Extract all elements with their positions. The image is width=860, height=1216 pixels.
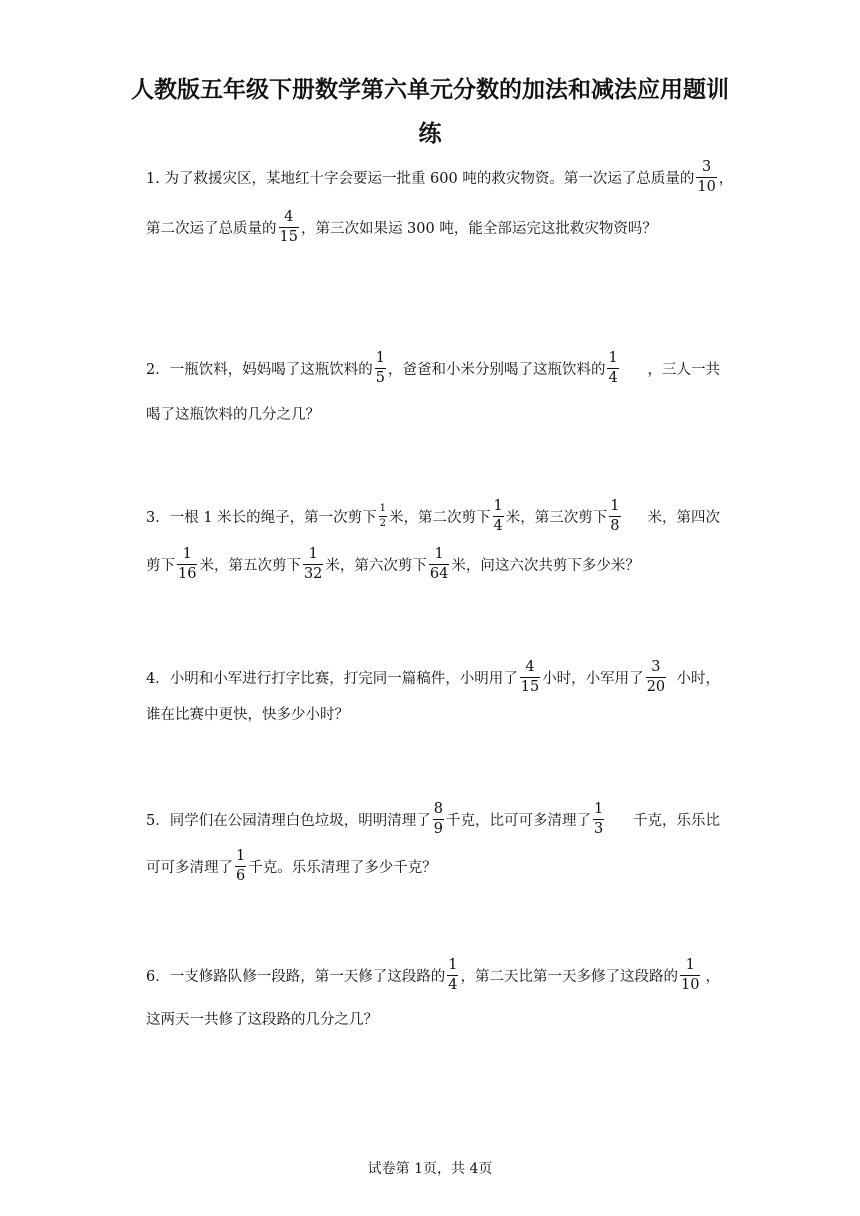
question-5-line-2: 可可多清理了 $\frac{1}{6}$ 千克。乐乐清理了多少千克？ <box>146 848 437 884</box>
fraction: $\frac{4}{15}$ <box>279 209 298 245</box>
fraction: $\frac{3}{10}$ <box>697 159 716 195</box>
fraction: $\frac{1}{8}$ <box>610 498 620 534</box>
question-2-line-2: 喝了这瓶饮料的几分之几？ <box>146 406 320 423</box>
question-6-line-1: 6．一支修路队修一段路，第一天修了这段路的 $\frac{1}{4}$ ，第二天比第一天多修了这段路的 $\frac{1}{10}$ ， <box>146 957 720 993</box>
fraction: $\frac{1}{4}$ <box>493 498 503 534</box>
fraction: $\frac{1}{6}$ <box>236 848 246 884</box>
question-4-line-1: 4．小明和小军进行打字比赛，打完同一篇稿件，小明用了 $\frac{4}{15}$ 小时，小军用了 $\frac{3}{20}$ 小时， <box>146 659 720 695</box>
fraction: $\frac{1}{32}$ <box>303 546 323 582</box>
question-1-line-2: 第二次运了总质量的 $\frac{4}{15}$ ，第三次如果运 300 吨，能全部运完这批救灾物资吗？ <box>146 209 657 245</box>
fraction: $\frac{3}{20}$ <box>646 659 666 695</box>
question-6-line-2: 这两天一共修了这段路的几分之几？ <box>146 1011 378 1028</box>
fraction: $\frac{4}{15}$ <box>520 659 540 695</box>
fraction: $\frac{8}{9}$ <box>433 801 443 837</box>
fraction: $\frac{1}{3}$ <box>593 801 604 837</box>
document-title: 人教版五年级下册数学第六单元分数的加法和减法应用题训 <box>131 77 729 103</box>
question-3-line-1: 3．一根 1 米长的绳子，第一次剪下 $\frac{1}{2}$ 米，第二次剪下 $\frac{1}{4}$ 米，第三次剪下 $\frac{1}{8}$ 米，第四次 <box>146 498 720 534</box>
document-title-continued: 练 <box>418 121 442 147</box>
fraction: $\frac{1}{4}$ <box>608 350 618 386</box>
fraction: $\frac{1}{64}$ <box>429 546 449 582</box>
fraction: $\frac{1}{2}$ <box>379 502 387 529</box>
question-5-line-1: 5．同学们在公园清理白色垃圾，明明清理了 $\frac{8}{9}$ 千克，比可可多清理了 $\frac{1}{3}$ 千克，乐乐比 <box>146 801 720 837</box>
fraction: $\frac{1}{10}$ <box>680 957 700 993</box>
fraction: $\frac{1}{16}$ <box>178 546 197 582</box>
question-3-line-2: 剪下 $\frac{1}{16}$ 米，第五次剪下 $\frac{1}{32}$ 米，第六次剪下 $\frac{1}{64}$ 米，问这六次共剪下多少米？ <box>146 546 640 582</box>
fraction: $\frac{1}{4}$ <box>448 957 458 993</box>
question-1-line-1: 1. 为了救援灾区，某地红十字会要运一批重 600 吨的救灾物资。第一次运了总质量的 $\frac{3}{10}$ ， <box>146 159 734 195</box>
question-4-line-2: 谁在比赛中更快，快多少小时？ <box>146 706 349 723</box>
page-footer: 试卷第 1页，共 4页 <box>367 1161 493 1177</box>
question-2-line-1: 2．一瓶饮料，妈妈喝了这瓶饮料的 $\frac{1}{5}$ ，爸爸和小米分别喝了这瓶饮料的 $\frac{1}{4}$ ，三人一共 <box>146 350 720 386</box>
fraction: $\frac{1}{5}$ <box>375 350 385 386</box>
